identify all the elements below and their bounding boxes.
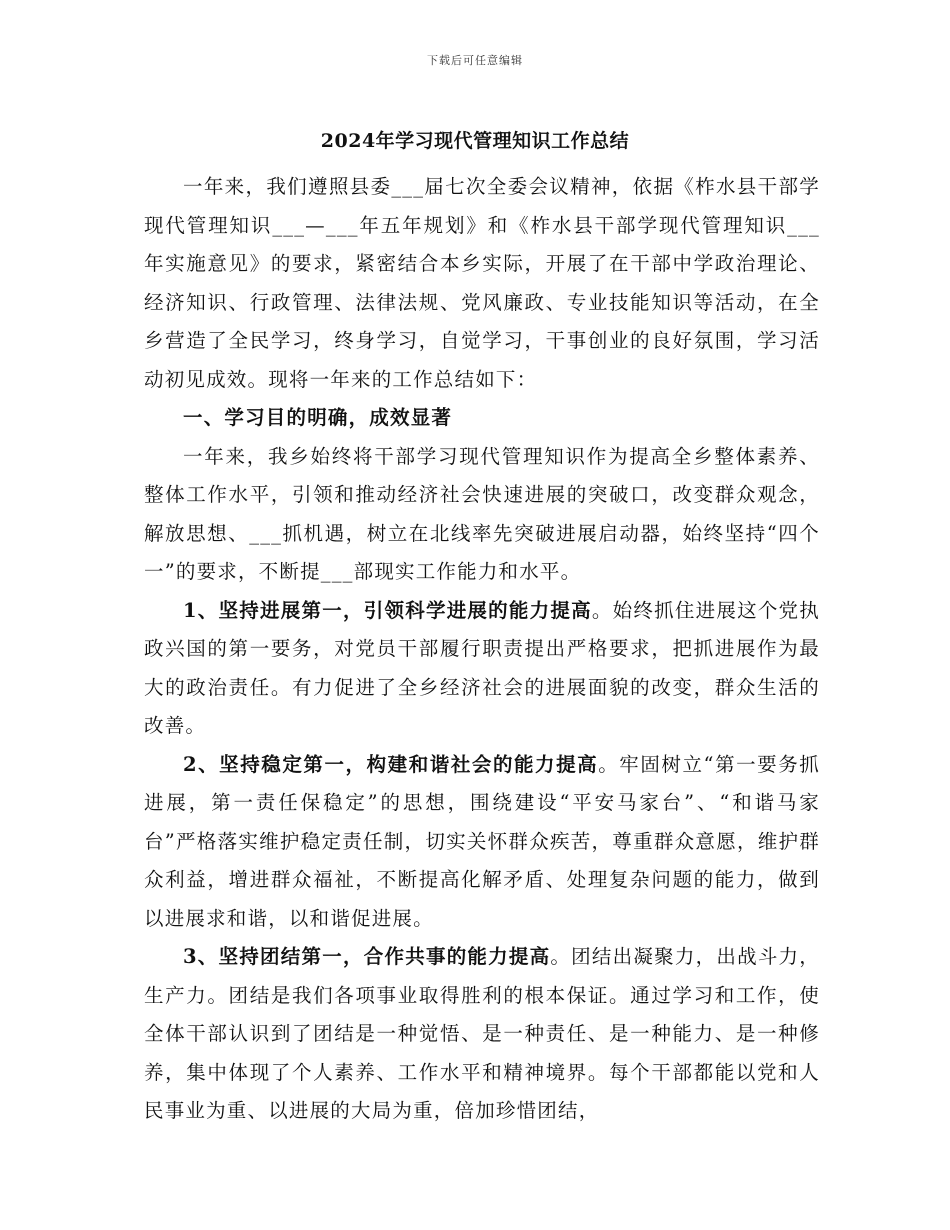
point-1-lead: 1、坚持进展第一，引领科学进展的能力提高 [183,598,592,622]
paragraph-intro: 一年来，我们遵照县委___届七次全委会议精神，依据《柞水县干部学现代管理知识___—___年五年规划》和《柞水县干部学现代管理知识___年实施意见》的要求，紧密结合本乡实际，开展了在干部中学政治理论、经济知识、行政管理、法律法规、党风廉政、专业技能知识等活动，在全乡营造了全民学习，终身学习，自觉学习，干事创业的良好氛围，学习活动初见成效。现将一年来的工作总结如下： [144,175,820,391]
paragraph-point-3 [144,938,820,1131]
paragraph-point-1 [144,592,820,746]
point-1-body: 。始终抓住进展这个党执政兴国的第一要务，对党员干部履行职责提出严格要求，把抓进展作为最大的政治责任。有力促进了全乡经济社会的进展面貌的改变，群众生活的改善。 [144,598,820,737]
point-3-lead: 3、坚持团结第一，合作共事的能力提高 [183,945,551,968]
page-title: 2024年学习现代管理知识工作总结 [320,130,630,152]
header-note: 下载后可任意编辑 [427,54,523,67]
paragraph-section-1: 一年来，我乡始终将干部学习现代管理知识作为提高全乡整体素养、整体工作水平，引领和推动经济社会快速进展的突破口，改变群众观念，解放思想、___抓机遇，树立在北线率先突破进展启动器，始终坚持“四个一”的要求，不断提___部现实工作能力和水平。 [144,444,820,583]
document-body [144,168,820,1131]
point-2-lead: 2、坚持稳定第一，构建和谐社会的能力提高 [183,752,599,776]
point-3-body: 。团结出凝聚力，出战斗力，生产力。团结是我们各项事业取得胜利的根本保证。通过学习和工作，使全体干部认识到了团结是一种觉悟、是一种责任、是一种能力、是一种修养，集中体现了个人素养、工作水平和精神境界。每个干部都能以党和人民事业为重、以进展的大局为重，倍加珍惜团结， [144,945,820,1122]
paragraph-point-2 [144,746,820,939]
section-heading-1: 一、学习目的明确，成效显著 [183,406,453,429]
point-2-body: 。牢固树立“第一要务抓进展，第一责任保稳定”的思想，围绕建设“平安马家台”、“和谐马家台”严格落实维护稳定责任制，切实关怀群众疾苦，尊重群众意愿，维护群众利益，增进群众福祉，不断提高化解矛盾、处理复杂问题的能力，做到以进展求和谐，以和谐促进展。 [144,752,821,930]
